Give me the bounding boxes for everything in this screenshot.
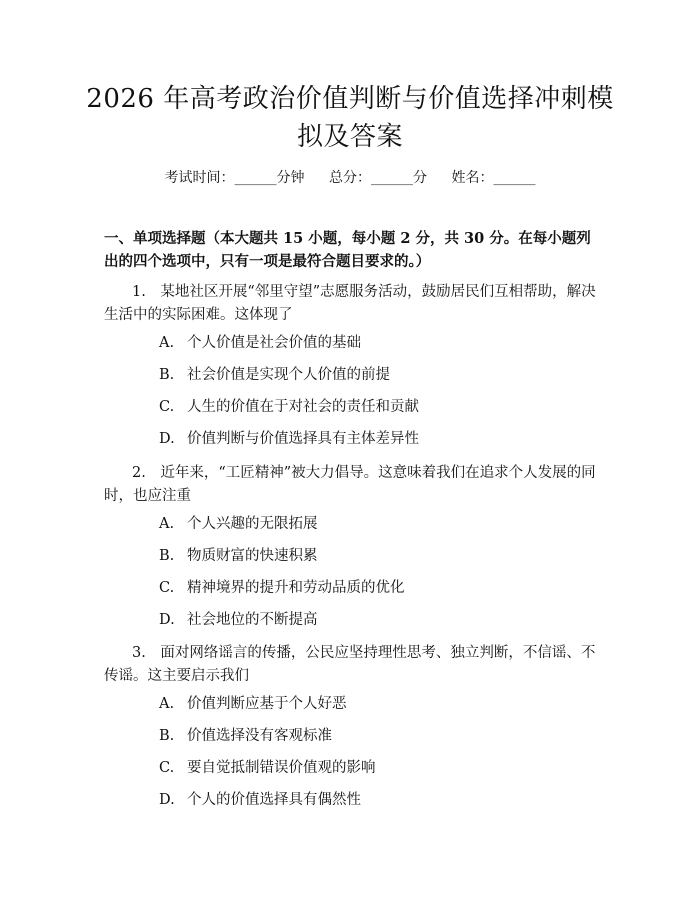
option-letter: A. xyxy=(159,335,175,351)
option-text: 精神境界的提升和劳动品质的优化 xyxy=(187,580,405,596)
question-3-option-d xyxy=(159,790,361,810)
option-letter: B. xyxy=(159,548,175,564)
question-2-stem: 2. 近年来，“工匠精神”被大力倡导。这意味着我们在追求个人发展的同时，也应注重 xyxy=(104,465,596,504)
option-text: 个人兴趣的无限拓展 xyxy=(187,516,318,532)
option-text: 个人价值是社会价值的基础 xyxy=(187,335,361,351)
option-letter: A. xyxy=(159,516,175,532)
option-letter: B. xyxy=(159,728,175,744)
section-heading: 一、单项选择题（本大题共 15 小题，每小题 2 分，共 30 分。在每小题列出的四个选项中，只有一项是最符合题目要求的。） xyxy=(104,230,591,270)
question-1-option-b xyxy=(159,365,390,385)
option-letter: C. xyxy=(159,399,175,415)
option-text: 价值选择没有客观标准 xyxy=(187,728,332,744)
option-letter: C. xyxy=(159,580,175,596)
option-letter: D. xyxy=(159,431,175,447)
question-3-stem: 3. 面对网络谣言的传播，公民应坚持理性思考、独立判断，不信谣、不传谣。这主要启示我们 xyxy=(104,645,596,684)
option-text: 价值判断与价值选择具有主体差异性 xyxy=(187,431,419,447)
option-letter: D. xyxy=(159,612,175,628)
option-letter: D. xyxy=(159,792,175,808)
student-name: 姓名：______ xyxy=(451,170,536,186)
question-2-option-c xyxy=(159,578,405,598)
question-1-option-c xyxy=(159,397,419,417)
option-text: 物质财富的快速积累 xyxy=(187,548,318,564)
question-2-option-b xyxy=(159,546,318,566)
exam-meta xyxy=(0,168,700,188)
question-2-option-d xyxy=(159,610,318,630)
exam-total-score: 总分：______分 xyxy=(329,170,427,186)
document-title xyxy=(60,80,640,156)
option-text: 社会地位的不断提高 xyxy=(187,612,318,628)
question-3-option-a xyxy=(159,694,347,714)
question-1-stem: 1. 某地社区开展“邻里守望”志愿服务活动，鼓励居民们互相帮助，解决生活中的实际困难。这体现了 xyxy=(104,284,596,323)
option-text: 价值判断应基于个人好恶 xyxy=(187,696,347,712)
option-text: 要自觉抵制错误价值观的影响 xyxy=(187,760,376,776)
question-3-option-b xyxy=(159,726,332,746)
option-letter: C. xyxy=(159,760,175,776)
option-text: 人生的价值在于对社会的责任和贡献 xyxy=(187,399,419,415)
question-1-option-a xyxy=(159,333,361,353)
option-letter: A. xyxy=(159,696,175,712)
option-text: 个人的价值选择具有偶然性 xyxy=(187,792,361,808)
question-1-option-d xyxy=(159,429,419,449)
title-line-2: 拟及答案 xyxy=(296,122,403,152)
question-3-option-c xyxy=(159,758,376,778)
title-line-1: 2026 年高考政治价值判断与价值选择冲刺模 xyxy=(86,84,614,114)
option-letter: B. xyxy=(159,367,175,383)
exam-time: 考试时间：______分钟 xyxy=(164,170,305,186)
question-2-option-a xyxy=(159,514,318,534)
option-text: 社会价值是实现个人价值的前提 xyxy=(187,367,390,383)
